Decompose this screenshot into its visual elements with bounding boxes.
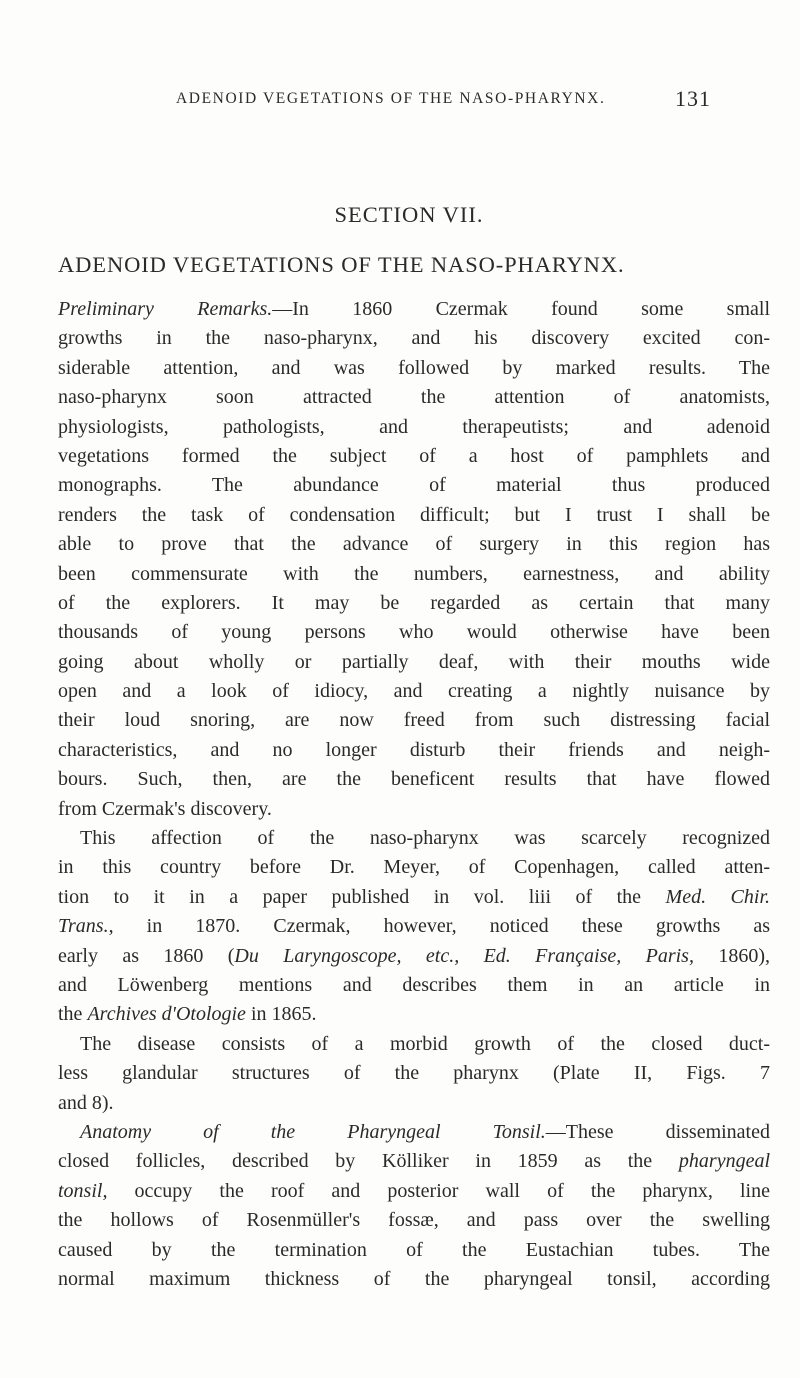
- text-line: [58, 501, 770, 530]
- line-text: and Löwenberg mentions and describes them in an article in: [58, 973, 770, 996]
- text-line: [58, 1177, 770, 1206]
- text-line: [58, 618, 770, 647]
- line-text: open and a look of idiocy, and creating a nightly nuisance by: [58, 680, 770, 703]
- line-text: occupy the roof and posterior wall of the pharynx, line: [107, 1179, 770, 1202]
- line-text: monographs. The abundance of material thus produced: [58, 474, 770, 497]
- line-text: renders the task of condensation difficult; but I trust I shall be: [58, 503, 770, 526]
- text-line: [58, 942, 770, 971]
- line-text: closed follicles, described by Kölliker in 1859 as the: [58, 1150, 679, 1173]
- line-text: their loud snoring, are now freed from such distressing facial: [58, 709, 770, 732]
- line-text: of the explorers. It may be regarded as certain that many: [58, 591, 770, 614]
- running-head: [176, 86, 711, 114]
- text-line: [58, 324, 770, 353]
- text-line: [58, 560, 770, 589]
- line-text: early as 1860 (: [58, 944, 235, 967]
- line-text: going about wholly or partially deaf, with their mouths wide: [58, 650, 770, 673]
- italic-phrase: Trans.: [58, 915, 109, 938]
- line-text: The disease consists of a morbid growth of the closed duct-: [80, 1032, 770, 1055]
- text-line: [58, 471, 770, 500]
- body-text: [58, 295, 770, 1294]
- line-text: —These disseminated: [545, 1120, 770, 1143]
- line-text: and 8).: [58, 1091, 114, 1114]
- text-line: [58, 354, 770, 383]
- line-text: from Czermak's discovery.: [58, 797, 272, 820]
- text-line: [58, 971, 770, 1000]
- text-line: [58, 295, 770, 324]
- line-text: caused by the termination of the Eustachian tubes. The: [58, 1238, 770, 1261]
- line-text: naso-pharynx soon attracted the attention of anatomists,: [58, 386, 770, 409]
- text-line: [58, 442, 770, 471]
- line-text: bours. Such, then, are the beneficent results that have flowed: [58, 768, 770, 791]
- italic-phrase: Du Laryngoscope, etc., Ed. Française, Paris,: [234, 944, 694, 967]
- italic-phrase: Anatomy of the Pharyngeal Tonsil.: [80, 1120, 546, 1143]
- line-text: tion to it in a paper published in vol. liii of the: [58, 885, 666, 908]
- line-text: vegetations formed the subject of a host of pamphlets and: [58, 444, 770, 467]
- text-line: [58, 1265, 770, 1294]
- line-text: in 1865.: [245, 1003, 317, 1026]
- line-text: normal maximum thickness of the pharyngeal tonsil, according: [58, 1267, 770, 1290]
- text-line: [58, 413, 770, 442]
- line-text: the hollows of Rosenmüller's fossæ, and pass over the swelling: [58, 1209, 770, 1232]
- text-line: [58, 1059, 770, 1088]
- line-text: physiologists, pathologists, and therapeutists; and adenoid: [58, 415, 770, 438]
- running-title: ADENOID VEGETATIONS OF THE NASO-PHARYNX.: [176, 90, 606, 107]
- line-text: This affection of the naso-pharynx was scarcely recognized: [80, 827, 770, 850]
- text-line: [58, 765, 770, 794]
- line-text: siderable attention, and was followed by marked results. The: [58, 356, 770, 379]
- text-line: [58, 589, 770, 618]
- line-text: characteristics, and no longer disturb their friends and neigh-: [58, 738, 770, 761]
- section-number-heading: SECTION VII.: [334, 202, 484, 227]
- text-line: [58, 1147, 770, 1176]
- text-line: [58, 795, 770, 824]
- text-line: [58, 1118, 770, 1147]
- text-line: [58, 1000, 770, 1029]
- line-text: thousands of young persons who would otherwise have been: [58, 621, 770, 644]
- line-text: growths in the naso-pharynx, and his discovery excited con-: [58, 327, 770, 350]
- text-line: [58, 1030, 770, 1059]
- italic-phrase: pharyngeal: [678, 1150, 770, 1173]
- text-line: [58, 883, 770, 912]
- text-line: [58, 736, 770, 765]
- italic-phrase: tonsil,: [58, 1179, 108, 1202]
- line-text: the: [58, 1003, 88, 1026]
- line-text: 1860),: [693, 944, 770, 967]
- text-line: [58, 530, 770, 559]
- line-text: been commensurate with the numbers, earnestness, and ability: [58, 562, 770, 585]
- italic-citation: Med. Chir.: [665, 885, 771, 908]
- text-line: [58, 1206, 770, 1235]
- line-text: , in 1870. Czermak, however, noticed these growths as: [108, 915, 770, 938]
- line-text: in this country before Dr. Meyer, of Copenhagen, called atten-: [58, 856, 770, 879]
- text-line: [58, 677, 770, 706]
- text-line: [58, 1089, 770, 1118]
- italic-phrase: Preliminary Remarks.: [58, 298, 273, 320]
- text-line: [58, 912, 770, 941]
- text-line: [58, 853, 770, 882]
- text-line: [58, 1236, 770, 1265]
- text-line: [58, 383, 770, 412]
- chapter-title: ADENOID VEGETATIONS OF THE NASO-PHARYNX.: [58, 252, 625, 277]
- text-line: [58, 706, 770, 735]
- italic-phrase: Archives d'Otologie: [87, 1003, 246, 1026]
- line-text: —In 1860 Czermak found some small: [272, 298, 770, 320]
- text-line: [58, 648, 770, 677]
- text-line: [58, 824, 770, 853]
- line-text: less glandular structures of the pharynx (Plate II, Figs. 7: [58, 1062, 770, 1085]
- page-number: 131: [675, 86, 711, 111]
- line-text: able to prove that the advance of surgery in this region has: [58, 533, 770, 556]
